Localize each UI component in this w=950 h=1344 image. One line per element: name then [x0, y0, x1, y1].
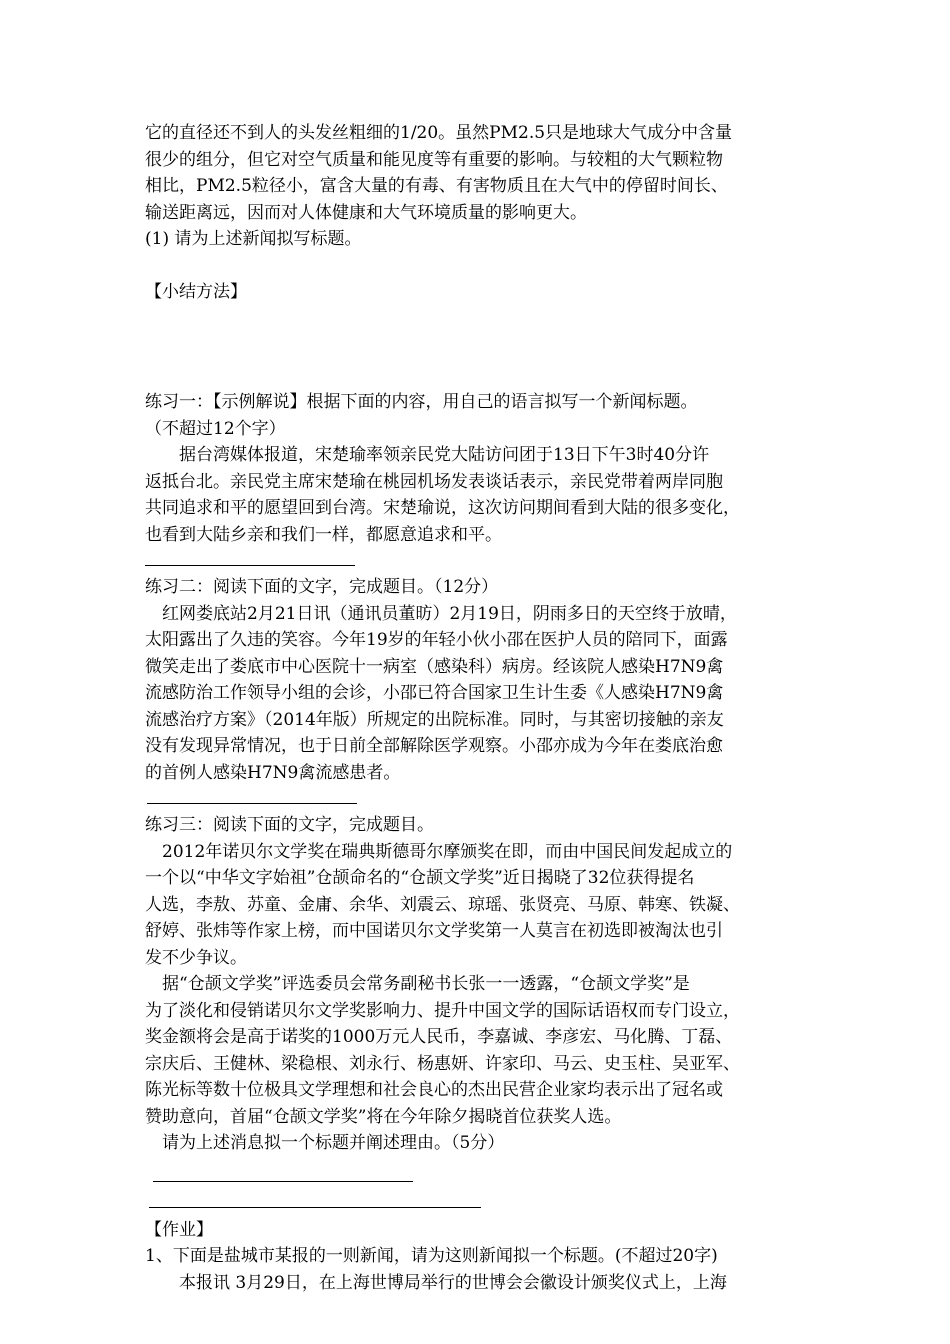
answer-line [149, 1207, 481, 1208]
exercise1-body-line: 据台湾媒体报道，宋楚瑜率领亲民党大陆访问团于13日下午3时40分许 [179, 445, 710, 465]
answer-line [145, 565, 355, 566]
answer-line [153, 1181, 413, 1182]
exercise3-para1-line: 一个以“中华文字始祖”仓颉命名的“仓颉文学奖”近日揭晓了32位获得提名 [145, 868, 695, 888]
exercise3-question: 请为上述消息拟一个标题并阐述理由。（5分） [162, 1133, 505, 1153]
intro-line: 它的直径还不到人的头发丝粗细的1/20。虽然PM2.5只是地球大气成分中含量 [145, 123, 733, 143]
exercise3-para2-line: 奖金额将会是高于诺奖的1000万元人民币，李嘉诚、李彦宏、马化腾、丁磊、 [145, 1027, 733, 1047]
homework-heading: 【作业】 [145, 1219, 213, 1240]
exercise2-body-line: 流感防治工作领导小组的会诊，小邵已符合国家卫生计生委《人感染H7N9禽 [145, 683, 724, 703]
intro-line: 相比，PM2.5粒径小，富含大量的有毒、有害物质且在大气中的停留时间长、 [145, 176, 728, 196]
exercise3-para1-line: 人选，李敖、苏童、金庸、余华、刘震云、琼瑶、张贤亮、马原、韩寒、铁凝、 [145, 894, 740, 915]
exercise3-para2-line: 陈光标等数十位极具文学理想和社会良心的杰出民营企业家均表示出了冠名或 [145, 1080, 723, 1100]
exercise3-para1-line: 2012年诺贝尔文学奖在瑞典斯德哥尔摩颁奖在即，而由中国民间发起成立的 [162, 841, 733, 862]
exercise2-body-line: 微笑走出了娄底市中心医院十一病室（感染科）病房。经该院人感染H7N9禽 [145, 656, 724, 677]
exercise3-title: 练习三：阅读下面的文字，完成题目。 [145, 815, 434, 835]
intro-question: (1) 请为上述新闻拟写标题。 [145, 229, 362, 249]
summary-heading: 【小结方法】 [145, 281, 247, 302]
exercise2-body-line: 流感治疗方案》（2014年版）所规定的出院标准。同时，与其密切接触的亲友 [145, 709, 724, 730]
spacer [145, 305, 815, 389]
exercise3-para2-line: 为了淡化和侵销诺贝尔文学奖影响力、提升中国文学的国际话语权而专门设立， [145, 1000, 740, 1021]
homework-body-line: 本报讯 3月29日，在上海世博局举行的世博会会徽设计颁奖仪式上，上海 [179, 1272, 727, 1293]
intro-line: 输送距离远，因而对人体健康和大气环境质量的影响更大。 [145, 202, 587, 223]
exercise1-title: 练习一：【示例解说】根据下面的内容，用自己的语言拟写一个新闻标题。 [145, 392, 698, 412]
exercise3-para2-line: 宗庆后、王健林、梁稳根、刘永行、杨惠妍、许家印、马云、史玉柱、吴亚军、 [145, 1053, 740, 1074]
intro-line: 很少的组分，但它对空气质量和能见度等有重要的影响。与较粗的大气颗粒物 [145, 149, 723, 170]
exercise1-body-line: 返抵台北。亲民党主席宋楚瑜在桃园机场发表谈话表示，亲民党带着两岸同胞 [145, 471, 723, 492]
exercise1-title: （不超过12个字） [145, 418, 286, 439]
exercise3-para2-line: 赞助意向，首届“仓颉文学奖”将在今年除夕揭晓首位获奖人选。 [145, 1106, 622, 1127]
answer-line [147, 803, 357, 804]
exercise3-para2-line: 据“仓颉文学奖”评选委员会常务副秘书长张一一透露，“仓颉文学奖”是 [162, 974, 690, 994]
spacer [145, 253, 815, 279]
exercise3-para1-line: 发不少争议。 [145, 947, 247, 968]
exercise2-body-line: 太阳露出了久违的笑容。今年19岁的年轻小伙小邵在医护人员的陪同下，面露 [145, 630, 728, 650]
exercise1-body-line: 共同追求和平的愿望回到台湾。宋楚瑜说，这次访问期间看到大陆的很多变化， [145, 498, 740, 518]
exercise2-body-line: 的首例人感染H7N9禽流感患者。 [145, 762, 401, 783]
exercise1-body-line: 也看到大陆乡亲和我们一样，都愿意追求和平。 [145, 524, 502, 545]
exercise2-body-line: 红网娄底站2月21日讯（通讯员董昉）2月19日，阴雨多日的天空终于放晴， [162, 603, 737, 624]
exercise2-title: 练习二：阅读下面的文字，完成题目。（12分） [145, 577, 499, 597]
exercise3-para1-line: 舒婷、张炜等作家上榜，而中国诺贝尔文学奖第一人莫言在初选即被淘汰也引 [145, 921, 723, 941]
exercise2-body-line: 没有发现异常情况，也于日前全部解除医学观察。小邵亦成为今年在娄底治愈 [145, 736, 723, 756]
homework-item: 1、下面是盐城市某报的一则新闻，请为这则新闻拟一个标题。(不超过20字) [145, 1246, 718, 1266]
document-content [145, 120, 815, 1296]
